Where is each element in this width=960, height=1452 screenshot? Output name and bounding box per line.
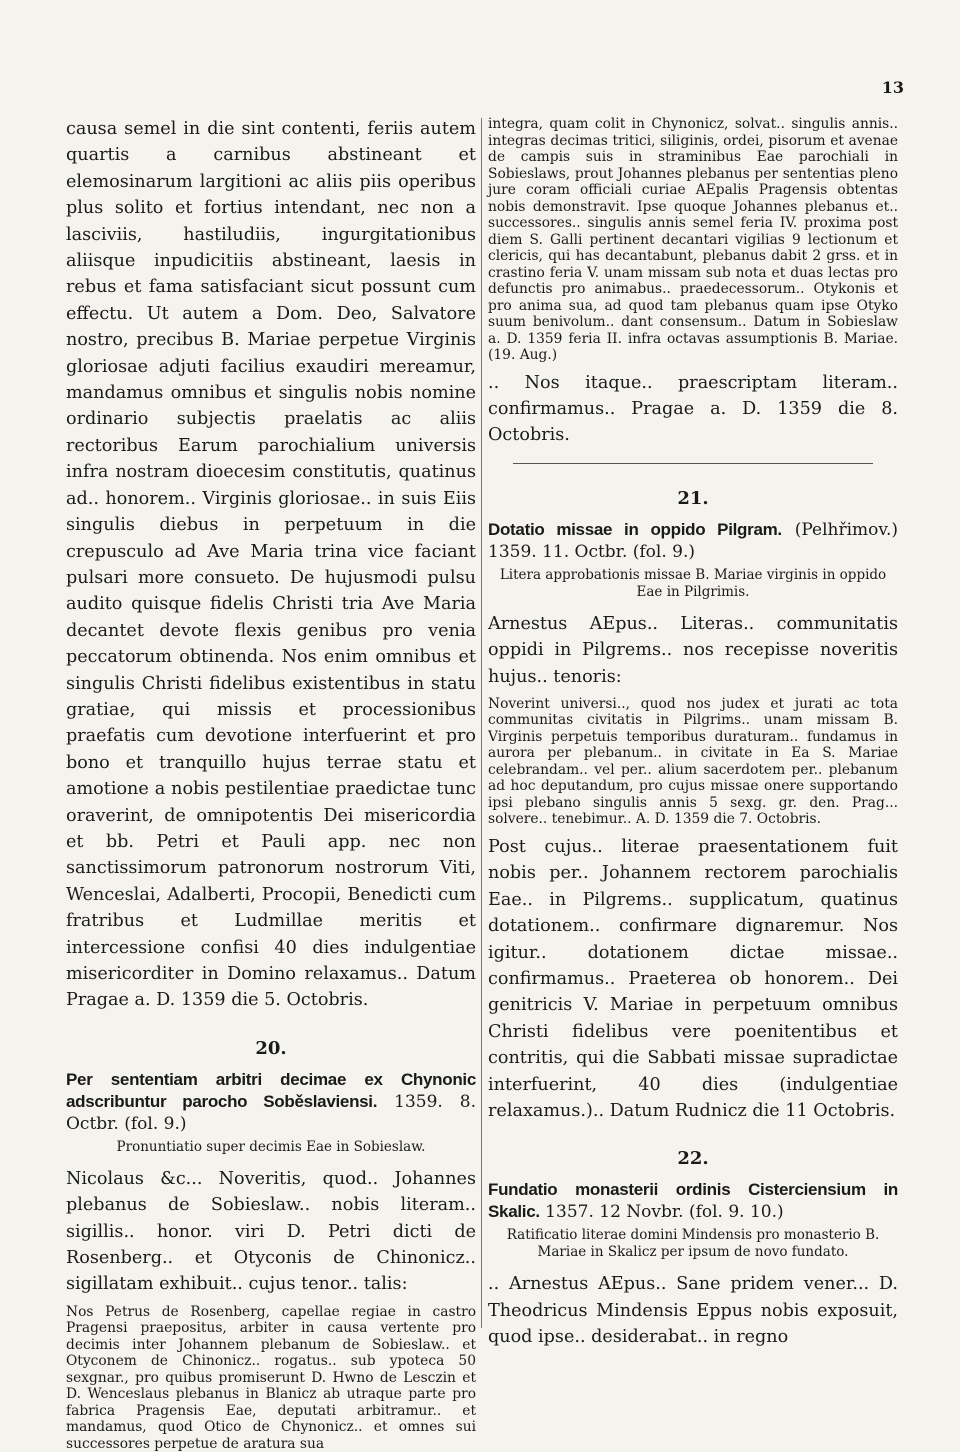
section-title-main: Fundatio monasterii ordinis Cisterciensium in Skalic. (488, 1180, 898, 1222)
quoted-document: integra, quam colit in Chynonicz, solvat.. singulis annis.. integras decimas tritici, siliginis, ordei, pisorum et avenae de campis suis in straminibus Eae parochiali in Sobieslaws, prout Johannes plebanus per sententias pleno jure coram officiali curiae AEpalis Pragensis obtentas nobis demonstravit. Ipse quoque Johannes plebanus et.. successores.. singulis annis semel feria IV. proxima post diem S. Galli pertinent decantari vigilias 9 lectionum et clericis, qui has decantabunt, plebanus dabit 2 grss. et in crastino feria V. unam missam sub nota et duas lectas pro defunctis pro animabus.. praedecessorum.. Otykonis et pro anima sua, ad quod tam plebanus quam ipse Otyko suum benivolum.. dant consensum.. Datum in Sobieslaw a. D. 1359 feria II. infra octavas assumptionis B. Mariae. (19. Aug.) (488, 116, 898, 363)
section-title (66, 1069, 476, 1135)
section-number: 20. (255, 1037, 287, 1059)
section-title-date: (Pelhřimov.) 1359. 11. Octbr. (fol. 9.) (488, 519, 898, 562)
section-subtitle: Litera approbationis missae B. Mariae virginis in oppido Eae in Pilgrimis. (499, 566, 887, 600)
section-title (488, 519, 898, 563)
separator-rule (513, 463, 873, 464)
section-number: 22. (677, 1148, 709, 1170)
section-number: 21. (677, 487, 709, 509)
section-subtitle: Ratificatio literae domini Mindensis pro monasterio B. Mariae in Skalicz per ipsum de novo fundato. (506, 1227, 880, 1261)
section-title-main: Per sententiam arbitri decimae ex Chynonic adscribuntur parocho Soběslaviensi. (66, 1069, 476, 1111)
body-paragraph: causa semel in die sint contenti, feriis autem quartis a carnibus abstineant et elemosinarum largitioni ac aliis piis operibus plus solito et fortius intendant, nec non a lasciviis, hastiludiis, ingurgitationibus aliisque inpudicitiis abstineant, laesis in rebus et fama satisfaciant sicut possunt cum effectu. Ut autem a Dom. Deo, Salvatore nostro, precibus B. Mariae perpetue Virginis gloriosae adjuti facilius exaudiri mereamur, mandamus omnibus et singulis nobis nomine ordinario subjectis praelatis ac aliis rectoribus Earum parochialium universis infra nostram dioecesim constitutis, quatinus ad.. honorem.. Virginis gloriosae.. in suis Eiis singulis diebus in perpetuum in die crepusculo ad Ave Maria trina vice faciant pulsari more consueto. De hujusmodi pulsu audito quisque fidelis Christi tria Ave Maria decantet devote flexis genibus pro venia peccatorum obtinenda. Nos enim omnibus et singulis Christi fidelibus existentibus in statu gratiae, qui missis et processionibus praefatis cum devotione interfuerint et pro bono et tranquillo hujus terrae statu et amotione a nobis pestilentiae praedictae tunc oraverint, de omnipotentis Dei misericordia et bb. Petri et Pauli app. nec non sanctissimorum patronorum nostrorum Viti, Wenceslai, Adalberti, Procopii, Benedicti cum fratribus et Ludmillae meritis et intercessione confisi 40 dies indulgentiae misericorditer in Domino relaxamus.. Datum Pragae a. D. 1359 die 5. Octobris. (66, 119, 476, 1011)
column-divider (481, 118, 482, 1328)
section-title-date: 1359. 8. Octbr. (fol. 9.) (66, 1091, 476, 1134)
body-paragraph: Post cujus.. literae praesentationem fuit nobis per.. Johannem rectorem parochialis Eae.. in Pilgrems.. supplicatum, quatinus dotationem.. confirmare dignaremur. Nos igitur.. dotationem dictae missae.. confirmamus.. Praeterea ob honorem.. Dei genitricis V. Mariae in perpetuum omnibus Christi fidelibus vere poenitentibus et contritis, qui die Sabbati missae supradictae interfuerint, 40 dies (indulgentiae relaxamus.).. Datum Rudnicz die 11 Octobris. (488, 836, 898, 1121)
quoted-document: Noverint universi.., quod nos judex et jurati ac tota communitas civitatis in Pilgrims.. unam missam B. Virginis perpetuis temporibus duraturam.. fundamus in aurora per plebanum.. in civitate in Ea S. Mariae celebrandam.. vel per.. alium sacerdotem per.. plebanum ad hoc deputandum, pro cujus missae onere supportando ipsi plebano singulis annis 5 sexg. gr. den. Prag... solvere.. tenebimur.. A. D. 1359 die 7. Octobris. (488, 695, 898, 828)
left-column (66, 116, 476, 1452)
section-title-main: Dotatio missae in oppido Pilgram. (488, 519, 782, 539)
body-paragraph: Arnestus AEpus.. Literas.. communitatis oppidi in Pilgrems.. nos recepisse noveritis hujus.. tenoris: (488, 613, 898, 687)
body-paragraph: .. Nos itaque.. praescriptam literam.. confirmamus.. Pragae a. D. 1359 die 8. Octobris. (488, 372, 898, 446)
body-paragraph: Nicolaus &c... Noveritis, quod.. Johannes plebanus de Sobieslaw.. nobis literam.. sigillis.. honor. viri D. Petri dicti de Rosenberg.. et Otyconis de Chinonicz.. sigillatam exhibuit.. cujus tenor.. talis: (66, 1168, 476, 1295)
body-paragraph: .. Arnestus AEpus.. Sane pridem vener... D. Theodricus Mindensis Eppus nobis exposuit, quod ipse.. desiderabat.. in regno (488, 1274, 898, 1348)
quoted-document: Nos Petrus de Rosenberg, capellae regiae in castro Pragensi praepositus, arbiter in causa vertente pro decimis inter Johannem plebanum de Sobieslaw.. et Otyconem de Chinonicz.. rogatus.. sub ypoteca 50 sexgnar., pro quibus promiserunt D. Hwno de Lesczin et D. Wenceslaus plebanus in Blanicz ab utraque parte pro fabrica Pragensis Eae, deputati arbitramur.. et mandamus, quod Otico de Chynonicz.. et omnes sui successores perpetue de aratura sua (66, 1303, 476, 1452)
right-column (488, 116, 898, 1351)
section-title-date: 1357. 12 Novbr. (fol. 9. 10.) (539, 1202, 784, 1223)
page-number: 13 (881, 78, 904, 97)
section-subtitle: Pronuntiatio super decimis Eae in Sobieslaw. (116, 1138, 426, 1155)
section-title (488, 1179, 898, 1223)
